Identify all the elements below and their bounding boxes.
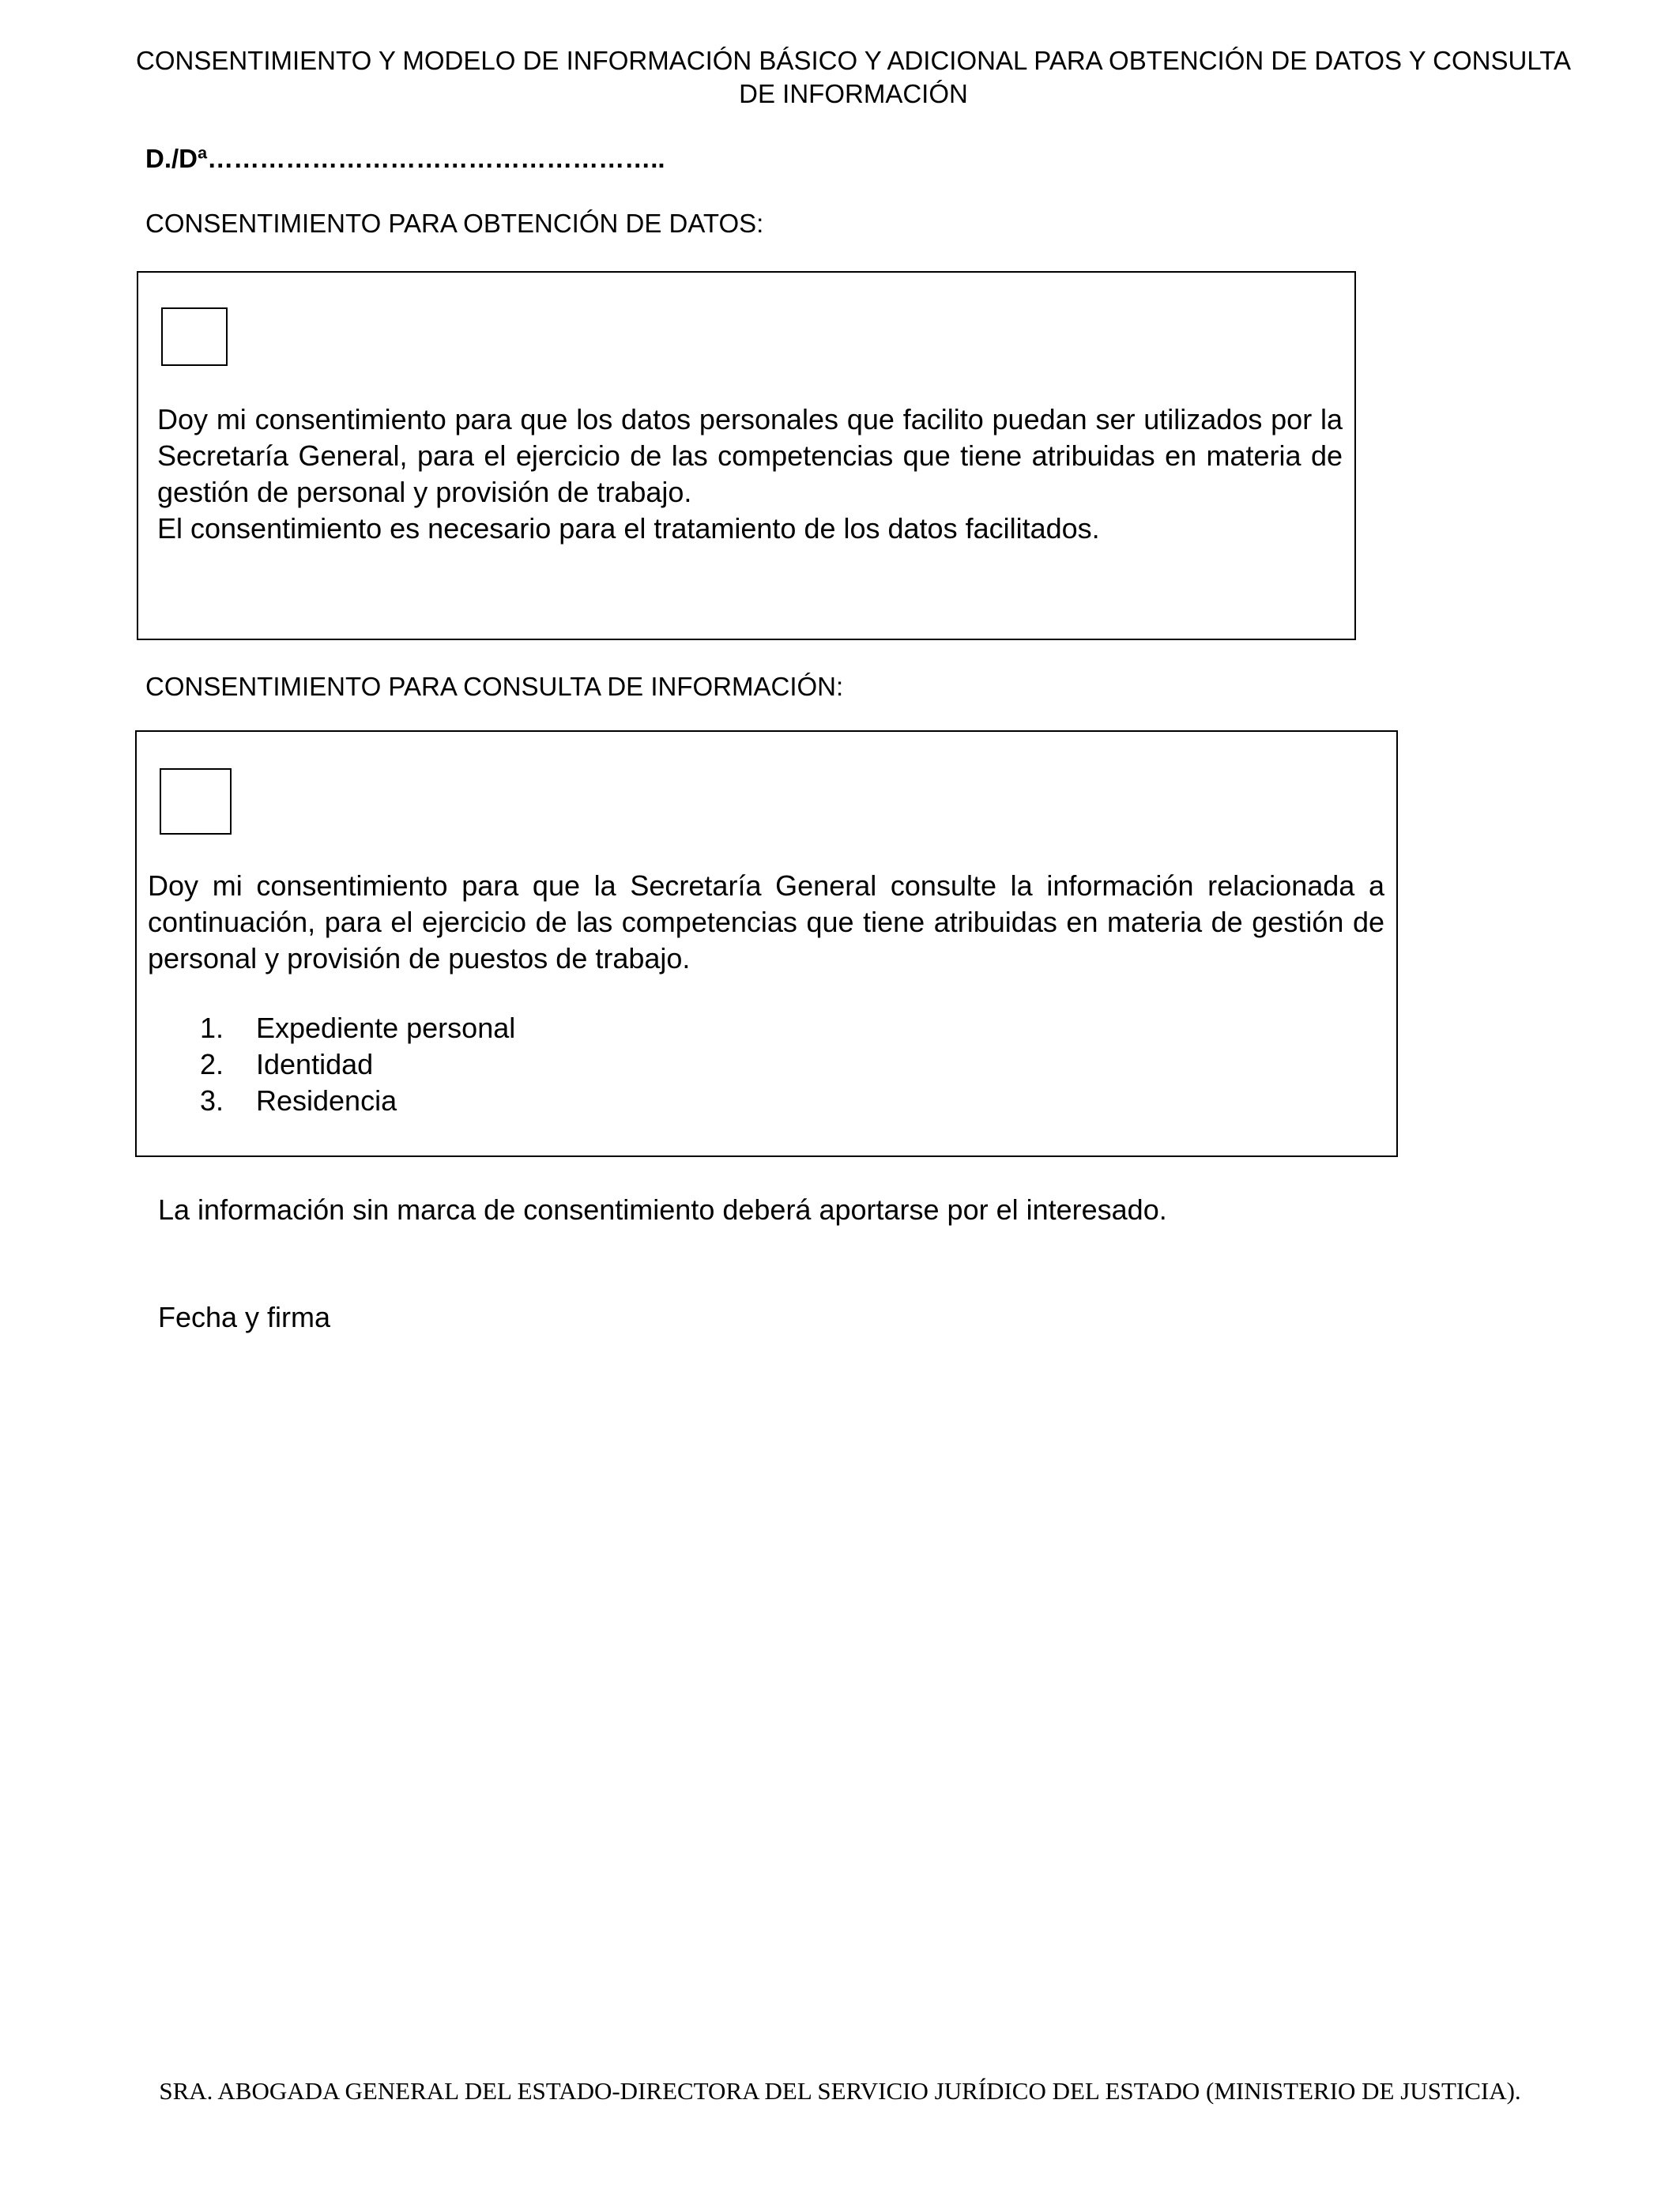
- consent-checkbox-information-query[interactable]: [160, 768, 232, 835]
- consent-paragraph: Doy mi consentimiento para que los datos personales que facilito puedan ser utilizados por la Secretaría General, para el ejercicio de las competencias que tiene atribuidas en materia de gestión de personal y provisión de trabajo.: [157, 403, 1343, 508]
- list-item-number: 2.: [200, 1048, 224, 1080]
- consent-note: La información sin marca de consentimiento deberá aportarse por el interesado.: [158, 1193, 1167, 1226]
- list-item: [200, 1010, 515, 1046]
- list-item-number: 3.: [200, 1084, 224, 1117]
- consent-box-data-collection: [137, 271, 1356, 640]
- document-footer: SRA. ABOGADA GENERAL DEL ESTADO-DIRECTORA DEL SERVICIO JURÍDICO DEL ESTADO (MINISTERIO DE JUSTICIA).: [159, 2077, 1521, 2105]
- list-item-label: Residencia: [256, 1084, 397, 1117]
- list-item: [200, 1083, 515, 1119]
- consent-text-information-query: [148, 868, 1384, 977]
- section-heading-information-query: CONSENTIMIENTO PARA CONSULTA DE INFORMACIÓN:: [145, 672, 844, 701]
- consent-box-information-query: [135, 730, 1398, 1157]
- consent-text-data-collection: [157, 401, 1343, 547]
- date-signature-label: Fecha y firma: [158, 1301, 331, 1333]
- section-heading-data-collection: CONSENTIMIENTO PARA OBTENCIÓN DE DATOS:: [145, 209, 764, 238]
- list-item-number: 1.: [200, 1012, 224, 1044]
- consent-necessity-paragraph: El consentimiento es necesario para el tratamiento de los datos facilitados.: [157, 512, 1100, 545]
- list-item-label: Expediente personal: [256, 1012, 516, 1044]
- list-item-label: Identidad: [256, 1048, 374, 1080]
- list-item: [200, 1046, 515, 1083]
- name-field-line: D./Dª……………………………………………..: [145, 144, 665, 173]
- information-items-list: [200, 1010, 515, 1119]
- consent-checkbox-data-collection[interactable]: [161, 307, 228, 366]
- document-title: CONSENTIMIENTO Y MODELO DE INFORMACIÓN BÁSICO Y ADICIONAL PARA OBTENCIÓN DE DATOS Y CONSULTA DE INFORMACIÓN: [136, 46, 1571, 108]
- consent-paragraph: Doy mi consentimiento para que la Secretaría General consulte la información relacionada a continuación, para el ejercicio de las competencias que tiene atribuidas en materia de gestión de personal y provisión de puestos de trabajo.: [148, 869, 1384, 974]
